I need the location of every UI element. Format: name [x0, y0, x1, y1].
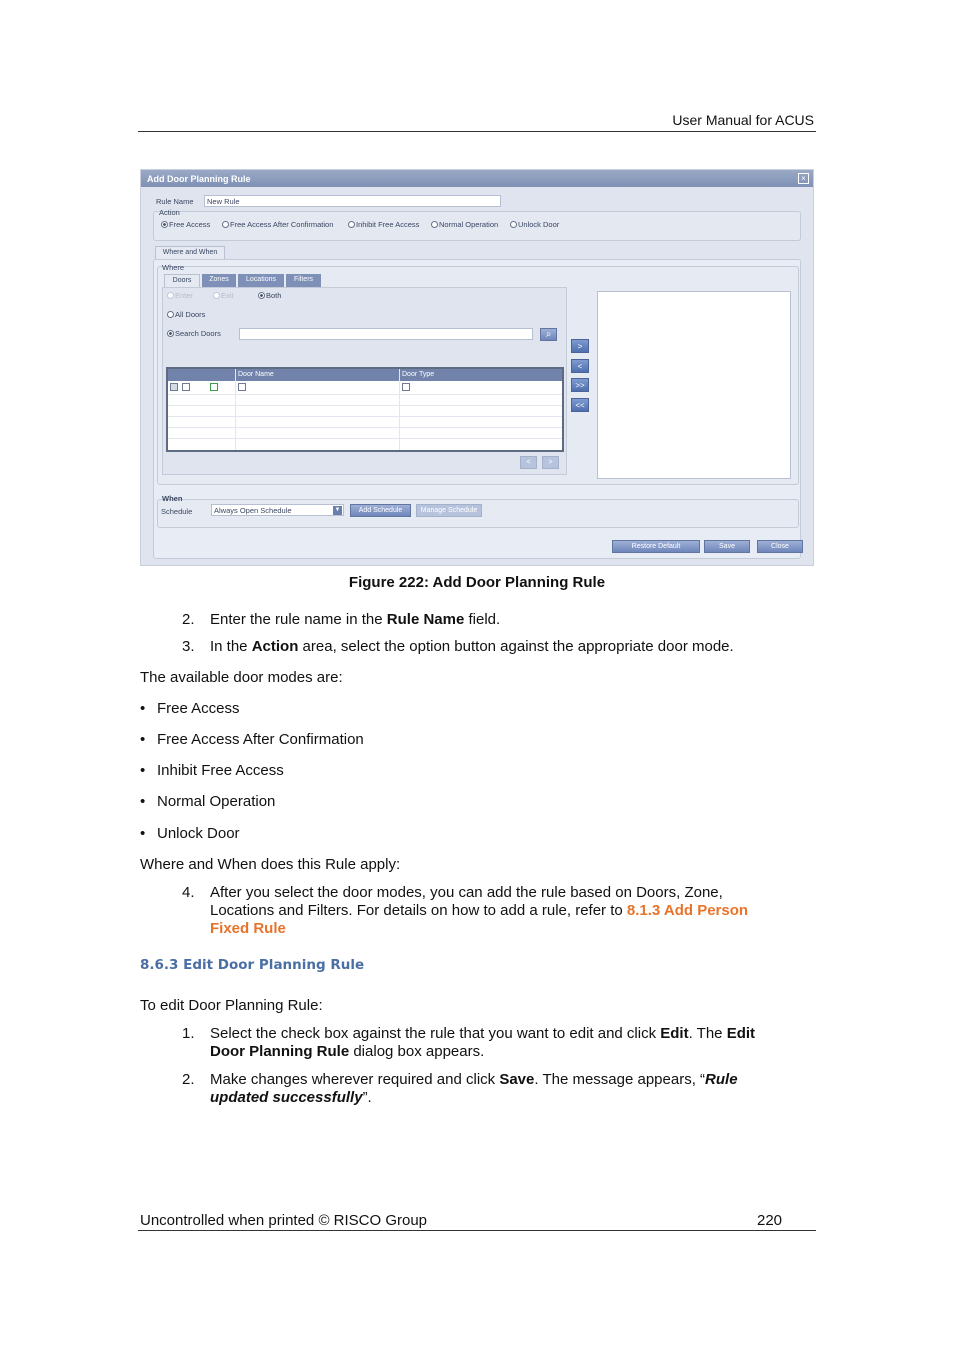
- grid-row-line: [168, 438, 562, 439]
- step-number: 2.: [182, 1071, 195, 1088]
- step-2-text: Enter the rule name in the Rule Name field.: [210, 611, 501, 628]
- step-3-text: In the Action area, select the option button against the appropriate door mode.: [210, 638, 734, 655]
- edit-step-2-text: Make changes wherever required and click Save. The message appears, “Rule updated successfully”.: [210, 1071, 738, 1106]
- grid-row-line: [168, 405, 562, 406]
- tab-locations[interactable]: Locations: [238, 274, 284, 287]
- list-item: • Inhibit Free Access: [140, 762, 284, 779]
- list-item: • Free Access After Confirmation: [140, 731, 364, 748]
- selected-doors-list[interactable]: [597, 291, 791, 479]
- rule-name-label: Rule Name: [156, 197, 194, 206]
- direction-enter: Enter: [167, 291, 193, 300]
- move-all-right-button[interactable]: >>: [571, 378, 589, 392]
- grid-row-line: [168, 394, 562, 395]
- when-label: When: [162, 494, 183, 503]
- footer-rule: [138, 1230, 816, 1231]
- save-button[interactable]: Save: [704, 540, 750, 553]
- list-item: • Normal Operation: [140, 793, 276, 810]
- all-doors-option[interactable]: All Doors: [167, 310, 205, 319]
- modes-intro: The available door modes are:: [140, 669, 343, 686]
- edit-step-1-text: Select the check box against the rule that you want to edit and click Edit. The Edit Door Planning Rule dialog box appears.: [210, 1025, 756, 1060]
- grid-header: [168, 369, 562, 381]
- action-unlock-door[interactable]: Unlock Door: [510, 220, 559, 229]
- page-number: 220: [757, 1212, 783, 1229]
- footer-text: Uncontrolled when printed © RISCO Group: [140, 1212, 428, 1229]
- figure-caption: Figure 222: Add Door Planning Rule: [348, 574, 606, 591]
- col-door-name[interactable]: Door Name: [238, 371, 274, 378]
- doors-grid: [166, 367, 564, 452]
- tab-zones[interactable]: Zones: [202, 274, 236, 287]
- section-heading: 8.6.3 Edit Door Planning Rule: [140, 957, 365, 973]
- action-inhibit-free-access[interactable]: Inhibit Free Access: [348, 220, 419, 229]
- chevron-down-icon[interactable]: ▼: [334, 507, 341, 513]
- tab-doors[interactable]: Doors: [164, 274, 200, 287]
- radio-icon: [167, 311, 174, 318]
- search-doors-option[interactable]: Search Doors: [167, 329, 221, 338]
- rule-name-input[interactable]: New Rule: [204, 195, 501, 207]
- pager-prev-button[interactable]: <: [520, 456, 537, 469]
- radio-icon: [161, 221, 168, 228]
- header-title: User Manual for ACUS: [672, 112, 814, 128]
- tab-filters[interactable]: Filters: [286, 274, 321, 287]
- schedule-select[interactable]: Always Open Schedule: [211, 504, 344, 516]
- tab-where-when[interactable]: Where and When: [155, 246, 225, 259]
- manage-schedule-button[interactable]: Manage Schedule: [416, 504, 482, 517]
- close-button[interactable]: Close: [757, 540, 803, 553]
- select-all-checkbox[interactable]: [170, 383, 178, 391]
- grid-row-line: [168, 416, 562, 417]
- col-door-type[interactable]: Door Type: [402, 371, 435, 378]
- dialog-screenshot: [140, 169, 814, 566]
- move-right-button[interactable]: >: [571, 339, 589, 353]
- radio-icon: [222, 221, 229, 228]
- grid-row-line: [168, 427, 562, 428]
- pager-next-button[interactable]: >: [542, 456, 559, 469]
- direction-exit: Exit: [213, 291, 234, 300]
- step-number: 3.: [182, 638, 195, 655]
- edit-intro: To edit Door Planning Rule:: [140, 997, 323, 1014]
- step-number: 1.: [182, 1025, 195, 1042]
- direction-both[interactable]: Both: [258, 291, 281, 300]
- step-4-text: After you select the door modes, you can add the rule based on Doors, Zone, Locations and Filters. For details on how to add a rule, refer to 8.1.3 Add Person Fixed Rule: [210, 884, 749, 937]
- search-doors-input[interactable]: [239, 328, 533, 340]
- radio-icon: [167, 330, 174, 337]
- list-item: • Unlock Door: [140, 825, 240, 842]
- filter-door-type-checkbox[interactable]: [402, 383, 410, 391]
- header-rule: [138, 131, 816, 132]
- radio-icon: [348, 221, 355, 228]
- radio-icon: [167, 292, 174, 299]
- where-when-text: Where and When does this Rule apply:: [140, 856, 401, 873]
- dialog-title: Add Door Planning Rule: [141, 170, 813, 187]
- radio-icon: [258, 292, 265, 299]
- step-number: 4.: [182, 884, 195, 901]
- radio-icon: [510, 221, 517, 228]
- search-icon[interactable]: ⌕: [540, 328, 557, 341]
- move-left-button[interactable]: <: [571, 359, 589, 373]
- filter-icon[interactable]: [210, 383, 218, 391]
- filter-checkbox[interactable]: [182, 383, 190, 391]
- list-item: • Free Access: [140, 700, 240, 717]
- where-label: Where: [162, 263, 185, 272]
- restore-default-button[interactable]: Restore Default: [612, 540, 700, 553]
- step-number: 2.: [182, 611, 195, 628]
- action-free-access-after-confirmation[interactable]: Free Access After Confirmation: [222, 220, 333, 229]
- filter-door-name-checkbox[interactable]: [238, 383, 246, 391]
- move-all-left-button[interactable]: <<: [571, 398, 589, 412]
- schedule-label: Schedule: [161, 507, 193, 516]
- add-schedule-button[interactable]: Add Schedule: [350, 504, 411, 517]
- radio-icon: [431, 221, 438, 228]
- close-icon[interactable]: ×: [798, 173, 809, 184]
- action-label: Action: [159, 208, 180, 217]
- action-normal-operation[interactable]: Normal Operation: [431, 220, 498, 229]
- action-free-access[interactable]: Free Access: [161, 220, 210, 229]
- cross-reference-link[interactable]: 8.1.3 Add Person Fixed Rule: [210, 902, 749, 937]
- radio-icon: [213, 292, 220, 299]
